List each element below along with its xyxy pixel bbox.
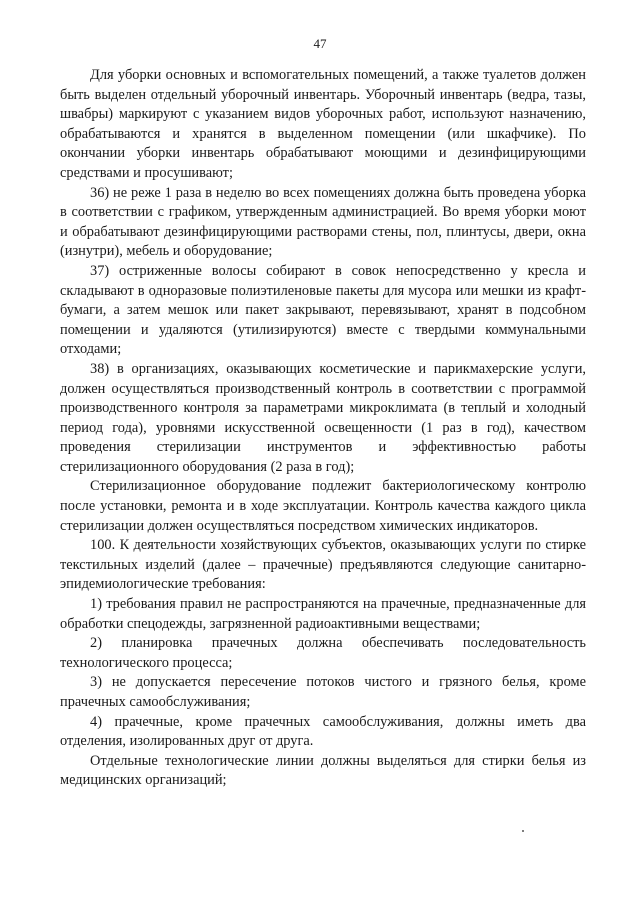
paragraph-subitem-3: 3) не допускается пересечение потоков чистого и грязного белья, кроме прачечных самообслуживания; (60, 674, 586, 710)
page-number: 47 (313, 36, 327, 51)
paragraph-item-100: 100. К деятельности хозяйствующих субъектов, оказывающих услуги по стирке текстильных изделий (далее – прачечные) предъявляются следующие санитарно-эпидемиологические требования: (60, 537, 586, 593)
paragraph-item-37: 37) остриженные волосы собирают в совок непосредственно у кресла и складывают в одноразовые полиэтиленовые пакеты для мусора или мешки из крафт-бумаги, а затем мешок или пакет закрывают, перевязывают, хранят в подсобном помещении и удаляются (утилизируются) вместе с твердыми коммунальными отходами; (60, 262, 586, 358)
paragraph-item-36: 36) не реже 1 раза в неделю во всех помещениях должна быть проведена уборка в соответствии с графиком, утвержденным администрацией. Во время уборки моют и обрабатывают дезинфицирующими растворами стены, пол, плинтусы, двери, окна (изнутри), мебель и оборудование; (60, 184, 586, 260)
paragraph-subitem-4: 4) прачечные, кроме прачечных самообслуживания, должны иметь два отделения, изолированных друг от друга. (60, 713, 586, 750)
scan-speck (522, 830, 524, 832)
paragraph-subitem-1: 1) требования правил не распространяются на прачечные, предназначенные для обработки спецодежды, загрязненной радиоактивными веществами; (60, 596, 586, 632)
document-body (60, 66, 586, 791)
paragraph-sterilization-control: Стерилизационное оборудование подлежит бактериологическому контролю после установки, ремонта и в ходе эксплуатации. Контроль качества каждого цикла стерилизации должен осуществляться посредством химических индикаторов. (60, 478, 586, 534)
paragraph-separate-lines: Отдельные технологические линии должны выделяться для стирки белья из медицинских организаций; (60, 752, 586, 789)
paragraph-cleaning-inventory: Для уборки основных и вспомогательных помещений, а также туалетов должен быть выделен отдельный уборочный инвентарь. Уборочный инвентарь (ведра, тазы, швабры) маркируют с указанием видов уборочных работ, используют назначению, обрабатываются и хранятся в выделенном помещении (или шкафчике). По окончании уборки инвентарь обрабатывают моющими и дезинфицирующими средствами и просушивают; (60, 67, 586, 181)
paragraph-item-38: 38) в организациях, оказывающих косметические и парикмахерские услуги, должен осуществляться производственный контроль в соответствии с программой производственного контроля за параметрами микроклимата (в теплый и холодный период года), уровнями искусственной освещенности (1 раз в год), качеством проведения стерилизации инструментов и эффективностью работы стерилизационного оборудования (2 раза в год); (60, 360, 586, 475)
paragraph-subitem-2: 2) планировка прачечных должна обеспечивать последовательность технологического процесса; (60, 635, 586, 671)
